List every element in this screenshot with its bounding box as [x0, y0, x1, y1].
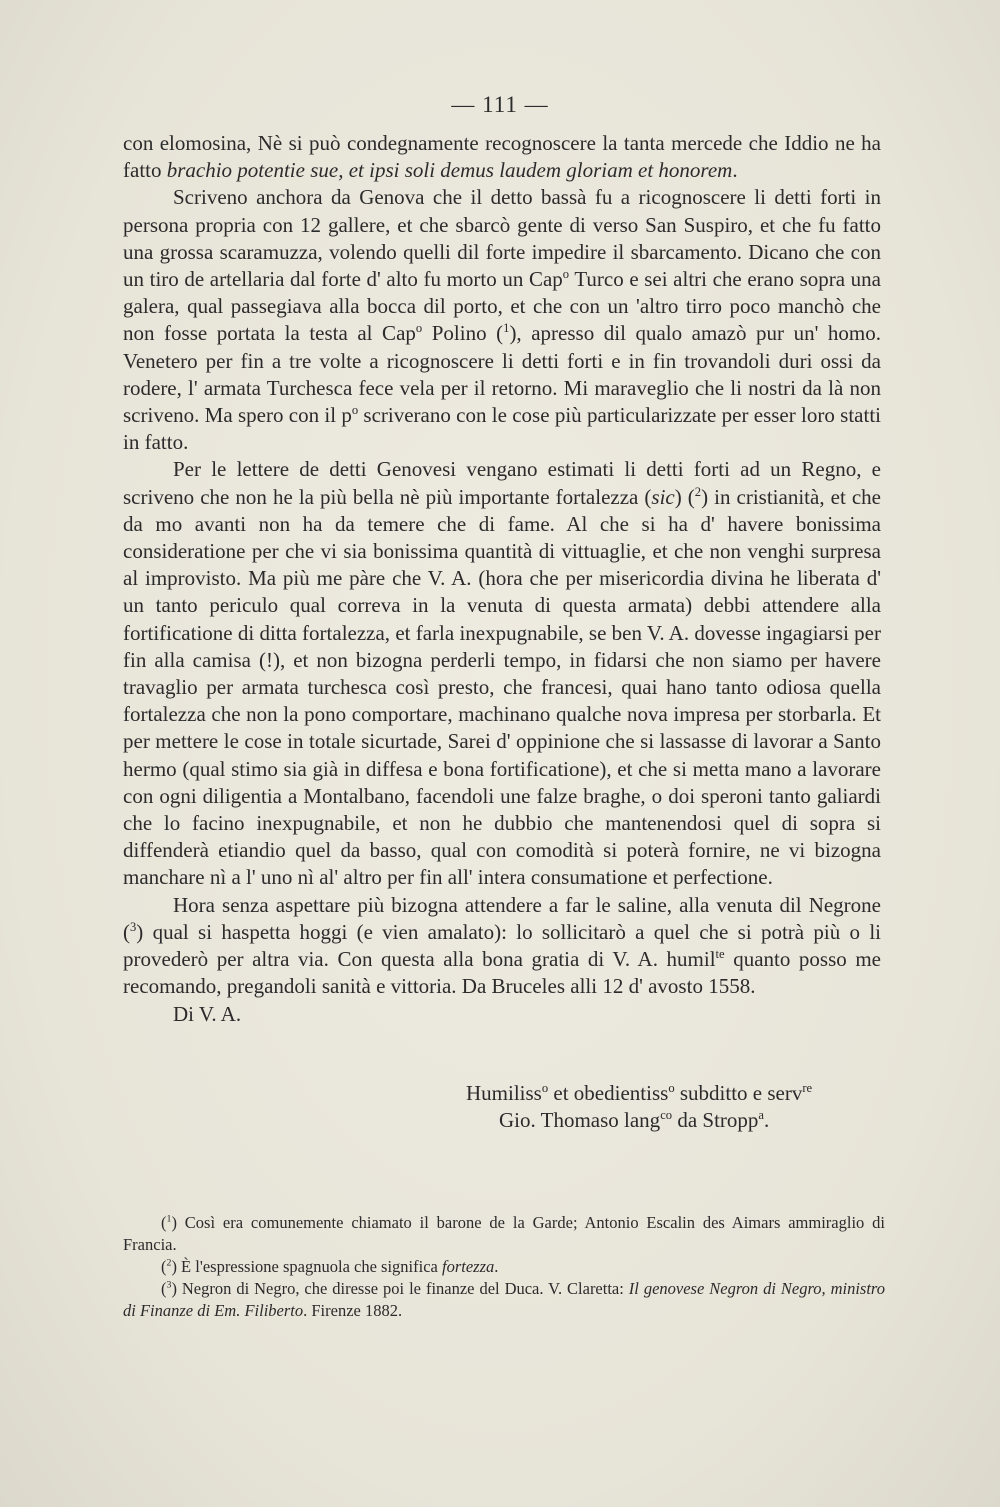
text-run: con elomosina, Nè si può condegnamente recognoscere la tanta mercede che Iddio ne ha fatto — [123, 131, 881, 183]
text-run: . — [494, 1257, 499, 1276]
superscript: 2 — [166, 1257, 172, 1269]
paragraph — [123, 184, 881, 456]
footnote — [123, 1278, 885, 1322]
superscript: 1 — [166, 1213, 172, 1225]
signature-block — [466, 1080, 896, 1134]
text-run: ( — [161, 1213, 167, 1232]
text-run: Per le lettere de detti Genovesi vengano estimati li detti forti ad un Regno, e scriveno che non he la più bella nè più importante fortalezza ( — [123, 457, 881, 509]
signature-line — [466, 1107, 896, 1134]
text-run: ) Negron di Negro, che diresse poi le finanze del Duca. V. Claretta: — [171, 1279, 629, 1298]
text-run: ) ( — [674, 484, 695, 509]
text-run: ) Così era comunemente chiamato il barone de la Garde; Antonio Escalin des Aimars ammiraglio di Francia. — [123, 1213, 885, 1254]
text-run: scriverano con le cose più particularizzate per esser loro statti in fatto. — [123, 403, 881, 455]
text-run: . Firenze 1882. — [303, 1301, 403, 1320]
superscript: 3 — [166, 1279, 172, 1291]
text-run: ) qual si haspetta hoggi (e vien amalato): lo sollicitarò a quel che si potrà più o li provederò per altra via. Con questa alla bona gratia di V. A. humil — [123, 919, 881, 972]
closing-salutation: Di V. A. — [173, 1001, 242, 1026]
italic-text: Il genovese Negron di Negro, ministro di Finanze di Em. Filiberto — [123, 1279, 885, 1320]
text-run: Scriveno anchora da Genova che il detto bassà fu a ricognoscere li detti forti in persona propria con 12 gallere, et che sbarcò gente di verso San Suspiro, et che fu fatto una grossa scaramuzza, volendo quelli dil forte impedire il sbarcamento. Dicano che con un tiro de artellaria dal forte d' alto fu morto un Cap — [123, 185, 881, 292]
superscript: o — [668, 1081, 675, 1095]
text-run: quanto posso me recomando, pregandoli sanità e vittoria. Da Bruceles alli 12 d' avosto 1558. — [123, 947, 881, 999]
superscript: 1 — [503, 321, 510, 336]
text-run: subditto e serv — [674, 1081, 803, 1105]
text-run: ) in cristianità, et che da mo avanti non ha da temere che di fame. Al che si ha d' havere bonissima consideratione per che vi sia bonissima quantità di vittuaglie, et che non venghi surpresa al improvisto. Ma più me pàre che V. A. (hora che per misericordia divina he liberata d' un tanto periculo qual correva in la venuta di questa armata) debbi attendere alla fortificatione di ditta fortalezza, et farla inexpugnabile, se ben V. A. dovesse ingagiarsi per fin alla camisa (!), et non bizogna perderli tempo, in fidarsi che non siamo per havere travaglio per armata turchesca così presto, che francesi, quai hano tanto odiosa quella fortalezza che non la pono comportare, machinano qualche nova impresa per storbarla. Et per mettere le cose in totale sicurtade, Sarei d' oppinione che si lassasse di lavorar a Santo hermo (qual stimo sia già in diffesa e bona fortificatione), et che si metta mano a lavorare con ogni diligentia a Montalbano, facendoli une falze braghe, o doi speroni tanto galiardi che lo facino inexpugnabile, et non he dubbio che mantenendosi quel di sopra si diffenderà etiandio quel da basso, qual con comodità si poterà fornire, ne vi bizogna manchare nì a l' uno nì al' altro per fin all' intera consumatione et perfectione. — [123, 484, 881, 890]
text-run: . — [764, 1108, 770, 1132]
text-run: Turco e sei altri che erano sopra una galera, qual passegiava alla bocca dil porto, et che con un 'altro tirro poco manchò che non fosse portata la testa al Cap — [123, 267, 881, 346]
text-run: ( — [161, 1257, 167, 1276]
italic-text: fortezza — [442, 1257, 495, 1276]
superscript: te — [715, 947, 725, 962]
superscript: 3 — [130, 919, 137, 934]
paragraph — [123, 892, 881, 1001]
text-run: Hora senza aspettare più bizogna attendere a far le saline, alla venuta dil Negrone ( — [123, 892, 881, 944]
footnote — [123, 1256, 885, 1278]
footnotes — [123, 1212, 885, 1322]
paragraph — [123, 130, 881, 184]
text-run: Gio. Thomaso lang — [499, 1108, 661, 1132]
superscript: o — [562, 267, 570, 282]
signature-line — [466, 1080, 896, 1107]
italic-text: brachio potentie sue, et ipsi soli demus laudem gloriam et honorem — [166, 158, 733, 183]
text-run: . — [732, 158, 738, 183]
italic-text: sic — [651, 484, 675, 509]
text-run: ) È l'espressione spagnuola che significa — [171, 1257, 442, 1276]
superscript: co — [660, 1108, 673, 1122]
page-number: — 111 — — [451, 92, 549, 117]
superscript: o — [415, 321, 423, 336]
text-run: da Stropp — [672, 1108, 759, 1132]
superscript: o — [351, 403, 359, 418]
superscript: 2 — [694, 484, 702, 499]
text-run: Humiliss — [466, 1081, 542, 1105]
superscript: re — [802, 1081, 813, 1095]
text-run: ), apresso dil qualo amazò pur un' homo. Venetero per fin a tre volte a ricognoscere li detti forti e in fin trovandoli duri ossi da rodere, l' armata Turchesca fece vela per il retorno. Mi maraveglio che li nostri da là non scriveno. Ma spero con il p — [123, 321, 881, 428]
paragraph — [123, 456, 881, 891]
superscript: a — [758, 1108, 764, 1122]
text-run: ( — [161, 1279, 167, 1298]
text-run: Polino ( — [422, 321, 504, 346]
superscript: o — [541, 1081, 549, 1095]
footnote — [123, 1212, 885, 1256]
main-text — [123, 130, 881, 1028]
text-run: et obedientiss — [548, 1081, 669, 1105]
